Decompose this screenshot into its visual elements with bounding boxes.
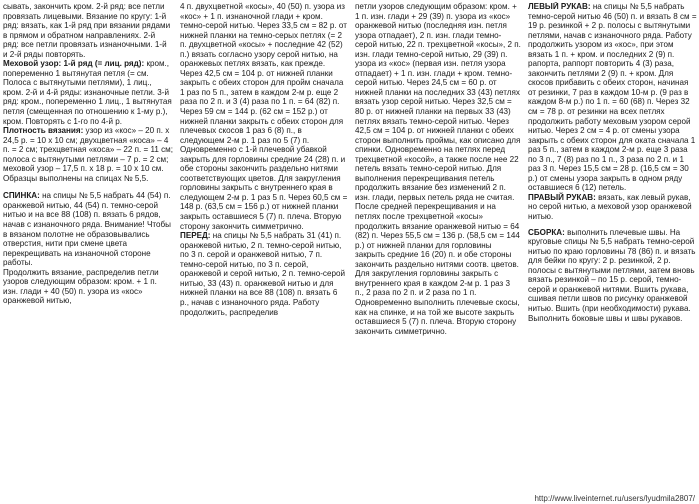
assembly-text: выполнить плечевые швы. На круговые спицы № 5,5 набрать темно-серой нитью по краю горловины 78 (86) п. и вязать для бейки по кругу: 2 р. резинкой, 2 р. полосы с вытянутыми петлями, затем вновь вязать резинкой – по 15 р. серой, темно-серой и оранжевой нитями. Вшить рукава, сшивая петли швов по рисунку оранжевой нитью. Вшить (при необходимости) рукава. Выполнить боковые швы и швы рукавов. xyxy=(528,227,696,323)
left-sleeve-text: на спицы № 5,5 набрать темно-серой нитью 46 (50) п. и вязать 8 см = 19 р. резинкой + 2 р. полосы с вытянутыми петлями, начав с изнаночного ряда. Работу продолжить узором из «кос», при этом вязать 1 п. + кром. и последних 2 (9) п. рапорта, раппорт повторить 4 (3) раза, закончить петлями 2 (9) п. + кром. Для скосов прибавить с обеих сторон, начиная от резинки, 7 раз в каждом 10-м р. (9 раз в каждом 8-м р.) по 1 п. = 60 (68) п. Через 32 см = 78 р. от резинки на всех петлях продолжить работу меховым узором серой нитью. Через 2 см = 4 р. от смены узора закрыть с обеих сторон для оката сначала 1 раз 5 п., затем в каждом 2-м р. еще 3 раза по 3 п., 7 (8) раз по 1 п., 3 раза по 2 п. и 1 раз 3 п. Через 15,5 см = 28 р. (16,5 см = 30 р.) от смены узора закрыть в одном ряду оставшиеся 6 (12) петель. xyxy=(528,2,697,193)
column-2 xyxy=(180,2,348,492)
column-4 xyxy=(528,2,697,492)
left-sleeve-paragraph xyxy=(528,2,697,193)
back-paragraph xyxy=(3,191,173,267)
fur-pattern-paragraph xyxy=(3,59,173,126)
front-paragraph xyxy=(180,231,348,317)
back-text: на спицы № 5,5 набрать 44 (54) п. оранжевой нитью, 44 (54) п. темно-серой нитью и на все 88 (108) п. вязать 6 рядов, начав с изнаночного ряда. Внимание! Чтобы в вязаном полотне не образовывались отверстия, нити при смене цвета перекрещивать на изнаночной стороне работы. xyxy=(3,191,171,268)
right-sleeve-paragraph xyxy=(528,193,697,222)
density-title: Плотность вязания: xyxy=(3,126,84,136)
density-text: узор из «кос» – 20 п. х 24,5 р. = 10 х 10 см; двухцветная «коса» – 4 п. = 2 см; трехцветная «коса» – 22 п. = 11 см; полоса с вытянутыми петлями – 7 р. = 2 см; меховой узор – 17,5 п. х 18 р. = 10 х 10 см. Образцы выполнены на спицах № 5,5. xyxy=(3,126,173,183)
density-paragraph xyxy=(3,126,173,183)
pattern-page xyxy=(3,2,697,502)
front-continued-paragraph: петли узоров следующим образом: кром. + 1 п. изн. глади + 29 (39) п. узора из «кос» оранжевой нитью (последняя изн. петля узора отпадает), 2 п. изн. глади темно-серой нитью, 22 п. трехцветной «косы», 2 п. изн. глади темно-серой нитью, 29 (39) п. узора из «кос» (первая изн. петля узора отпадает) + 1 п. изн. глади + кром. темно-серой нитью. Через 24,5 см = 60 р. от нижней планки на последних 33 (43) петлях вязать узор серой нитью. Через 32,5 см = 80 р. от нижней планки на первых 33 (43) петлях вязать темно-серой нитью. Через 42,5 см = 104 р. от нижней планки с обеих сторон выполнить проймы, как описано для спинки. Одновременно на петлях перед трехцветной «косой», а также после нее 22 петель вязать темно-серой нитью. Для выполнения перекрещивания петель продолжить вязание без изменений 2 п. изн. глади, первых петель ряда не считая. После средней перекрещивания и на петлях после трехцветной «косы» продолжить вязание оранжевой нитью = 64 (82) п. Через 55,5 см = 136 р. (58,5 см = 144 р.) от нижней планки для горловины закрыть средние 16 (20) п. и обе стороны закончить раздельно нитями соотв. цветов. Для закругления горловины закрыть с внутреннего края в каждом 2-м р. 1 раз 3 п., 2 раза по 2 п. и 2 раза по 1 п. Одновременно выполнить плечевые скосы, как на спинке, и на той же высоте закрыть оставшиеся 5 (7) п. плеча. Вторую сторону закончить симметрично. xyxy=(355,2,521,336)
back-title: СПИНКА: xyxy=(3,191,40,201)
watermark-url: http://www.liveinternet.ru/users/lyudmila2807/ xyxy=(531,494,695,503)
left-sleeve-title: ЛЕВЫЙ РУКАВ: xyxy=(528,2,591,11)
front-text: на спицы № 5,5 набрать 31 (41) п. оранжевой нитью, 2 п. темно-серой нитью, по 3 п. серой и оранжевой нитью, 7 п. темно-серой нитью, по 3 п. серой, оранжевой и серой нитью, 2 п. темно-серой нитью, 33 (43) п. оранжевой нитью и для нижней планки на все 88 (108) п. вязать 6 р., начав с изнаночного ряда. Работу продолжить, распределив xyxy=(180,231,345,317)
right-sleeve-title: ПРАВЫЙ РУКАВ: xyxy=(528,192,596,202)
column-3 xyxy=(355,2,521,492)
assembly-title: СБОРКА: xyxy=(528,227,565,237)
fur-pattern-text: кром., попеременно 1 вытянутая петля (= см. Полоса с вытянутыми петлями), 1 лиц., кром. 2-й и 4-й ряды: изнаночные петли. 3-й ряд: кром., попеременно 1 лиц., 1 вытянутая петля (смещенная по отношению к 1-му р.), кром. Повторять с 1-го по 4-й р. xyxy=(3,59,172,126)
back-continued-paragraph: 4 п. двухцветной «косы», 40 (50) п. узора из «кос» + 1 п. изнаночной глади + кром. темно-серой нитью. Через 33,5 см = 82 р. от нижней планки на темно-серых петлях (= 2 п. двухцветной «косы» + последние 42 (52) п.) вязать согласно узору серой нитью, на оранжевых петлях вязать, как прежде. Через 42,5 см = 104 р. от нижней планки закрыть с обеих сторон для пройм сначала 1 раз по 5 п., затем в каждом 2-м р. еще 2 раза по 2 п. и 3 (4) раза по 1 п. = 64 (82) п. Через 59 см = 144 р. (62 см = 152 р.) от нижней планки закрыть с обеих сторон для плечевых скосов 1 раз 6 (8) п., в следующем 2-м р. 1 раз по 5 (7) п. Одновременно с 1-й плечевой убавкой закрыть для горловины средние 24 (28) п. и обе стороны закончить раздельно нитями соответствующих цветов. Для закругления горловины закрыть с внутреннего края в следующем 2-м р. 1 раз 5 п. Через 60,5 см = 148 р. (63,5 см = 156 р.) от нижней планки закрыть оставшиеся 5 (7) п. плеча. Вторую сторону закончить симметрично. xyxy=(180,2,348,231)
right-sleeve-text: вязать, как левый рукав, но серой нитью, а меховой узор оранжевой нитью. xyxy=(528,192,692,222)
column-1 xyxy=(3,2,173,492)
front-title: ПЕРЕД: xyxy=(180,231,211,241)
intro-paragraph: сывать, закончить кром. 2-й ряд: все петли провязать лицевыми. Вязание по кругу: 1-й ряд: вязать, как 1-й ряд при вязании рядами в прямом и обратном направлениях. 2-й ряд: все петли провязать изнаночными. 1-й и 2-й ряды повторять. xyxy=(3,2,171,59)
continue-paragraph: Продолжить вязание, распределив петли узоров следующим образом: кром. + 1 п. изн. глади + 40 (50) п. узора из «кос» оранжевой нитью, xyxy=(3,267,159,306)
assembly-paragraph xyxy=(528,228,697,323)
fur-pattern-title: Меховой узор: 1-й ряд (= лиц. ряд): xyxy=(3,59,145,69)
